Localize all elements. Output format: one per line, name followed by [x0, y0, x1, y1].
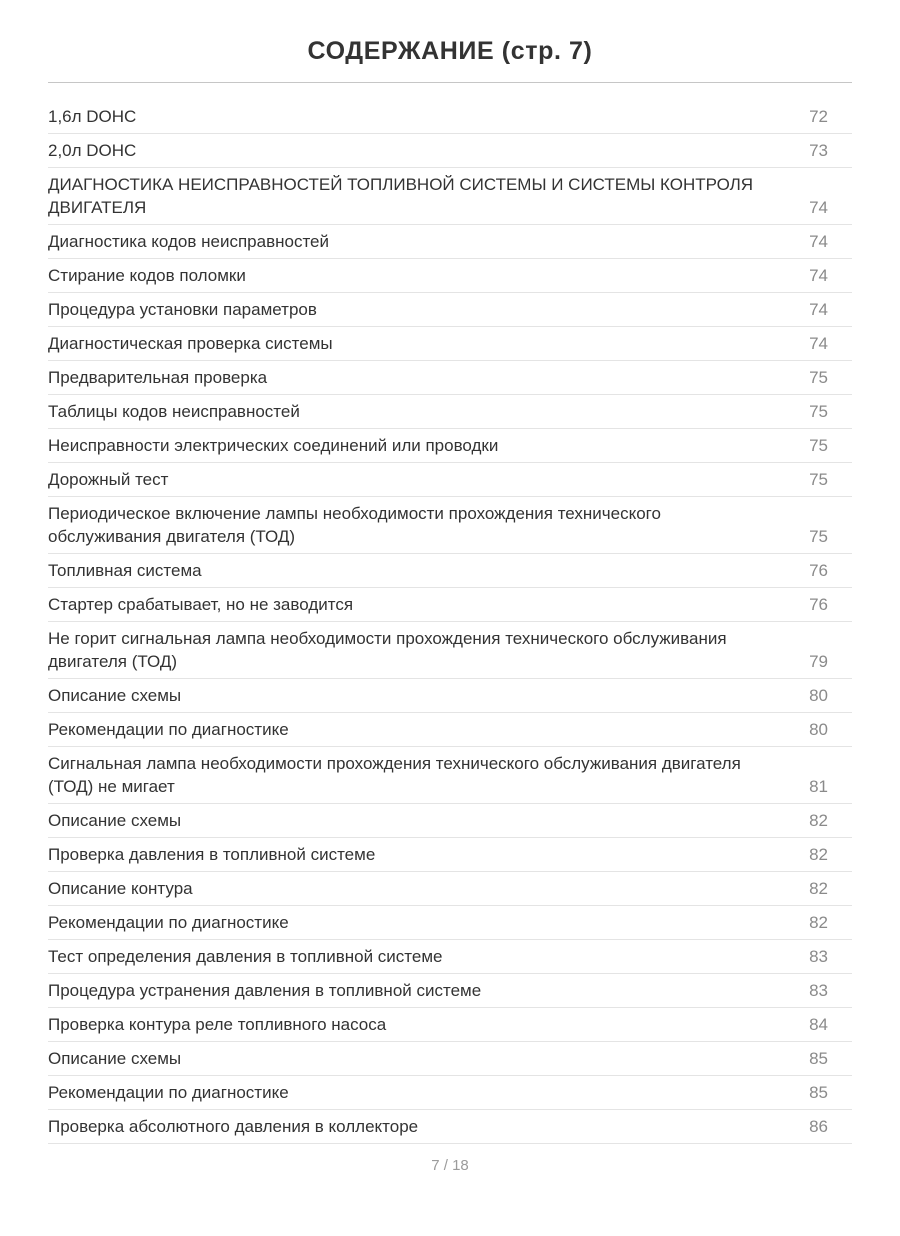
toc-entry-title: Проверка абсолютного давления в коллекторе: [48, 1117, 419, 1136]
toc-entry-title: Процедура установки параметров: [48, 300, 317, 319]
toc-entry-page: 86: [809, 1117, 828, 1136]
toc-entry[interactable]: [48, 679, 852, 713]
toc-entry-page: 75: [809, 527, 828, 546]
toc-entry-page: 82: [809, 879, 828, 898]
toc-entry-title: Сигнальная лампа необходимости прохождения технического обслуживания двигателя (ТОД) не мигает: [48, 754, 741, 796]
toc-entry-page: 82: [809, 811, 828, 830]
toc-entry[interactable]: [48, 1042, 852, 1076]
toc-entry-page: 73: [809, 141, 828, 160]
toc-entry-title: Описание схемы: [48, 811, 182, 830]
toc-entry-title: Проверка давления в топливной системе: [48, 845, 376, 864]
toc-entry-page: 85: [809, 1049, 828, 1068]
toc-entry-page: 80: [809, 720, 828, 739]
toc-entry[interactable]: [48, 1008, 852, 1042]
toc-entry-page: 85: [809, 1083, 828, 1102]
toc-entry[interactable]: [48, 259, 852, 293]
toc-entry-page: 80: [809, 686, 828, 705]
toc-entry-page: 75: [809, 436, 828, 455]
page-indicator: 7 / 18: [431, 1157, 469, 1174]
toc-entry[interactable]: [48, 838, 852, 872]
toc-entry-title: Рекомендации по диагностике: [48, 720, 289, 739]
toc-entry-page: 75: [809, 368, 828, 387]
toc-entry-title: Дорожный тест: [48, 470, 169, 489]
toc-entry-page: 74: [809, 198, 828, 217]
toc-entry-title: 1,6л DOHC: [48, 107, 137, 126]
toc-entry-title: Рекомендации по диагностике: [48, 913, 289, 932]
toc-entry-title: Диагностическая проверка системы: [48, 334, 333, 353]
toc-entry-page: 83: [809, 981, 828, 1000]
toc-entry[interactable]: [48, 804, 852, 838]
toc-entry-page: 76: [809, 561, 828, 580]
toc-entry[interactable]: [48, 225, 852, 259]
toc-entry[interactable]: [48, 327, 852, 361]
toc-entry-title: Проверка контура реле топливного насоса: [48, 1015, 387, 1034]
toc-list: [48, 100, 852, 1144]
toc-entry[interactable]: [48, 906, 852, 940]
toc-entry-title: Таблицы кодов неисправностей: [48, 402, 300, 421]
toc-entry[interactable]: [48, 622, 852, 679]
toc-entry-title: Стирание кодов поломки: [48, 266, 246, 285]
toc-entry-title: 2,0л DOHC: [48, 141, 137, 160]
toc-entry-page: 83: [809, 947, 828, 966]
toc-entry-title: Описание схемы: [48, 1049, 182, 1068]
toc-entry[interactable]: [48, 974, 852, 1008]
toc-entry-title: Топливная система: [48, 561, 202, 580]
toc-entry-title: ДИАГНОСТИКА НЕИСПРАВНОСТЕЙ ТОПЛИВНОЙ СИСТЕМЫ И СИСТЕМЫ КОНТРОЛЯ ДВИГАТЕЛЯ: [48, 175, 754, 217]
title-divider: [48, 82, 852, 83]
toc-entry-page: 81: [809, 777, 828, 796]
toc-entry[interactable]: [48, 168, 852, 225]
toc-entry[interactable]: [48, 747, 852, 804]
toc-entry[interactable]: [48, 100, 852, 134]
toc-entry[interactable]: [48, 588, 852, 622]
toc-entry[interactable]: [48, 1110, 852, 1144]
toc-entry-page: 75: [809, 470, 828, 489]
toc-entry-page: 72: [809, 107, 828, 126]
toc-entry-title: Диагностика кодов неисправностей: [48, 232, 329, 251]
toc-entry-page: 79: [809, 652, 828, 671]
toc-entry[interactable]: [48, 1076, 852, 1110]
toc-page: [0, 36, 900, 1176]
toc-entry-title: Описание контура: [48, 879, 193, 898]
toc-entry[interactable]: [48, 361, 852, 395]
toc-entry-title: Тест определения давления в топливной системе: [48, 947, 443, 966]
toc-entry-title: Периодическое включение лампы необходимости прохождения технического обслуживания двигателя (ТОД): [48, 504, 661, 546]
toc-entry-page: 74: [809, 300, 828, 319]
toc-entry[interactable]: [48, 713, 852, 747]
toc-entry[interactable]: [48, 497, 852, 554]
toc-entry-title: Рекомендации по диагностике: [48, 1083, 289, 1102]
toc-entry-page: 74: [809, 266, 828, 285]
toc-entry-title: Предварительная проверка: [48, 368, 268, 387]
toc-entry-page: 74: [809, 232, 828, 251]
toc-entry[interactable]: [48, 872, 852, 906]
toc-entry-title: Стартер срабатывает, но не заводится: [48, 595, 354, 614]
toc-entry[interactable]: [48, 395, 852, 429]
toc-entry[interactable]: [48, 293, 852, 327]
toc-entry-page: 75: [809, 402, 828, 421]
toc-entry-page: 74: [809, 334, 828, 353]
toc-entry[interactable]: [48, 429, 852, 463]
toc-entry-page: 82: [809, 845, 828, 864]
toc-entry-title: Неисправности электрических соединений или проводки: [48, 436, 499, 455]
page-title: СОДЕРЖАНИЕ (стр. 7): [307, 37, 593, 65]
toc-entry[interactable]: [48, 554, 852, 588]
toc-entry-title: Не горит сигнальная лампа необходимости прохождения технического обслуживания двигателя (ТОД): [48, 629, 727, 671]
toc-entry[interactable]: [48, 940, 852, 974]
toc-entry[interactable]: [48, 463, 852, 497]
toc-entry-page: 82: [809, 913, 828, 932]
toc-entry[interactable]: [48, 134, 852, 168]
toc-entry-page: 76: [809, 595, 828, 614]
toc-entry-page: 84: [809, 1015, 828, 1034]
toc-entry-title: Описание схемы: [48, 686, 182, 705]
toc-entry-title: Процедура устранения давления в топливной системе: [48, 981, 482, 1000]
